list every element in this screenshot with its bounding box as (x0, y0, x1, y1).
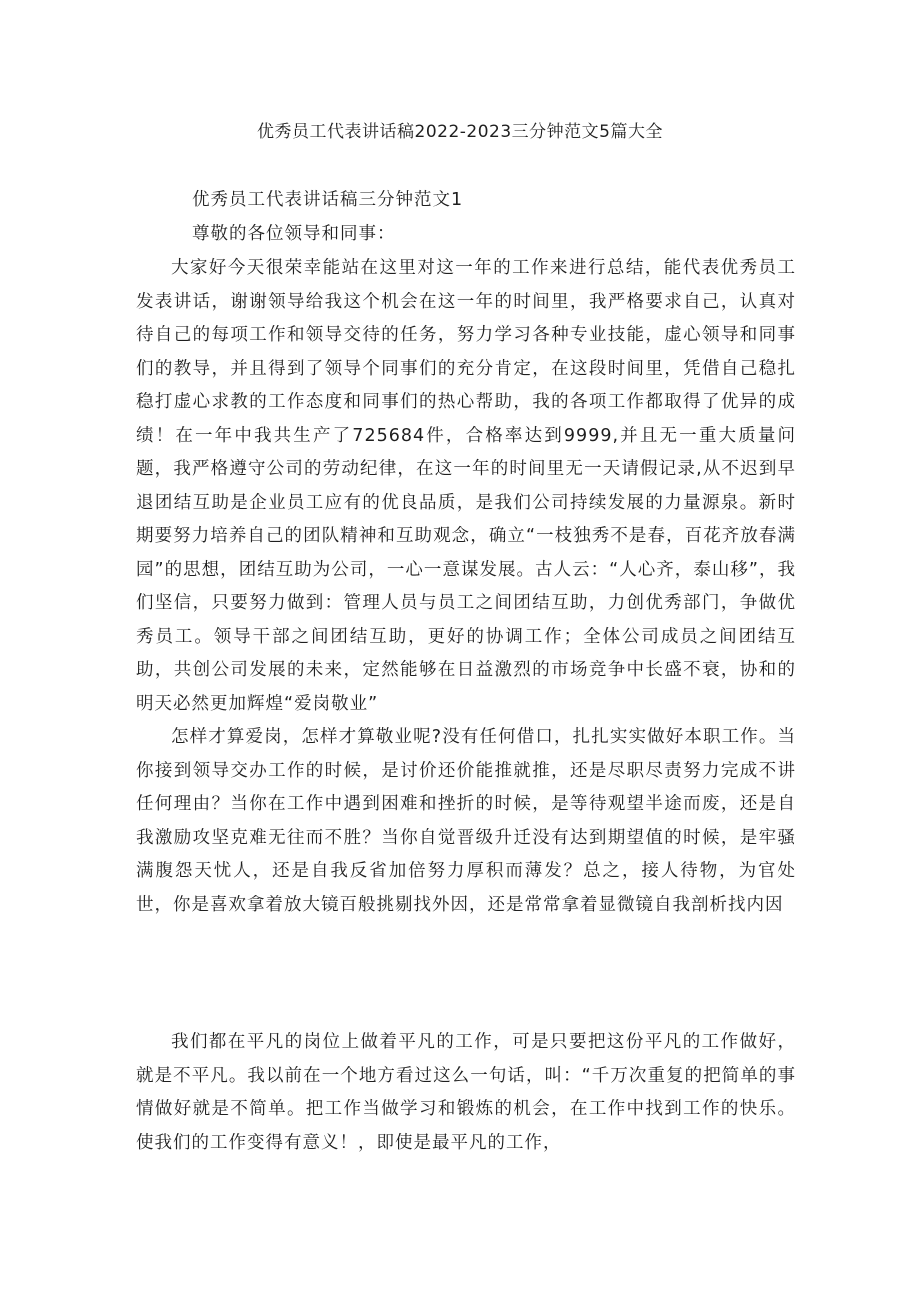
paragraph-2: 怎样才算爱岗，怎样才算敬业呢?没有任何借口，扎扎实实做好本职工作。当你接到领导交办工作的时候，是讨价还价能推就推，还是尽职尽责努力完成不讲任何理由？当你在工作中遇到困难和挫折的时候，是等待观望半途而废，还是自我激励攻坚克难无往而不胜？当你自觉晋级升迁没有达到期望值的时候，是牢骚满腹怨天忧人，还是自我反省加倍努力厚积而薄发？总之，接人待物，为官处世，你是喜欢拿着放大镜百般挑剔找外因，还是常常拿着显微镜自我剖析找内因 (136, 727, 796, 915)
document-title: 优秀员工代表讲话稿2022-2023三分钟范文5篇大全 (257, 122, 663, 142)
paragraph-1: 大家好今天很荣幸能站在这里对这一年的工作来进行总结，能代表优秀员工发表讲话，谢谢领导给我这个机会在这一年的时间里，我严格要求自己，认真对待自己的每项工作和领导交待的任务，努力学习各种专业技能，虚心领导和同事们的教导，并且得到了领导个同事们的充分肯定，在这段时间里，凭借自己稳扎稳打虚心求教的工作态度和同事们的热心帮助，我的各项工作都取得了优异的成绩！在一年中我共生产了725684件，合格率达到9999,并且无一重大质量问题，我严格遵守公司的劳动纪律，在这一年的时间里无一天请假记录,从不迟到早退团结互助是企业员工应有的优良品质，是我们公司持续发展的力量源泉。新时期要努力培养自己的团队精神和互助观念，确立“一枝独秀不是春，百花齐放春满园”的思想，团结互助为公司，一心一意谋发展。古人云：“人心齐，泰山移”，我们坚信，只要努力做到：管理人员与员工之间团结互助，力创优秀部门，争做优秀员工。领导干部之间团结互助，更好的协调工作；全体公司成员之间团结互助，共创公司发展的未来，定然能够在日益激烈的市场竞争中长盛不衰，协和的明天必然更加辉煌“爱岗敬业” (136, 258, 796, 714)
section-heading: 优秀员工代表讲话稿三分钟范文1 (192, 190, 464, 210)
main-text-block (136, 252, 796, 922)
paragraph-3: 我们都在平凡的岗位上做着平凡的工作，可是只要把这份平凡的工作做好，就是不平凡。我以前在一个地方看过这么一句话，叫：“千万次重复的把简单的事情做好就是不简单。把工作当做学习和锻炼的机会，在工作中找到工作的快乐。使我们的工作变得有意义！，即使是最平凡的工作， (136, 1032, 796, 1153)
continued-text-block (136, 1026, 796, 1160)
greeting-line: 尊敬的各位领导和同事： (192, 224, 396, 244)
